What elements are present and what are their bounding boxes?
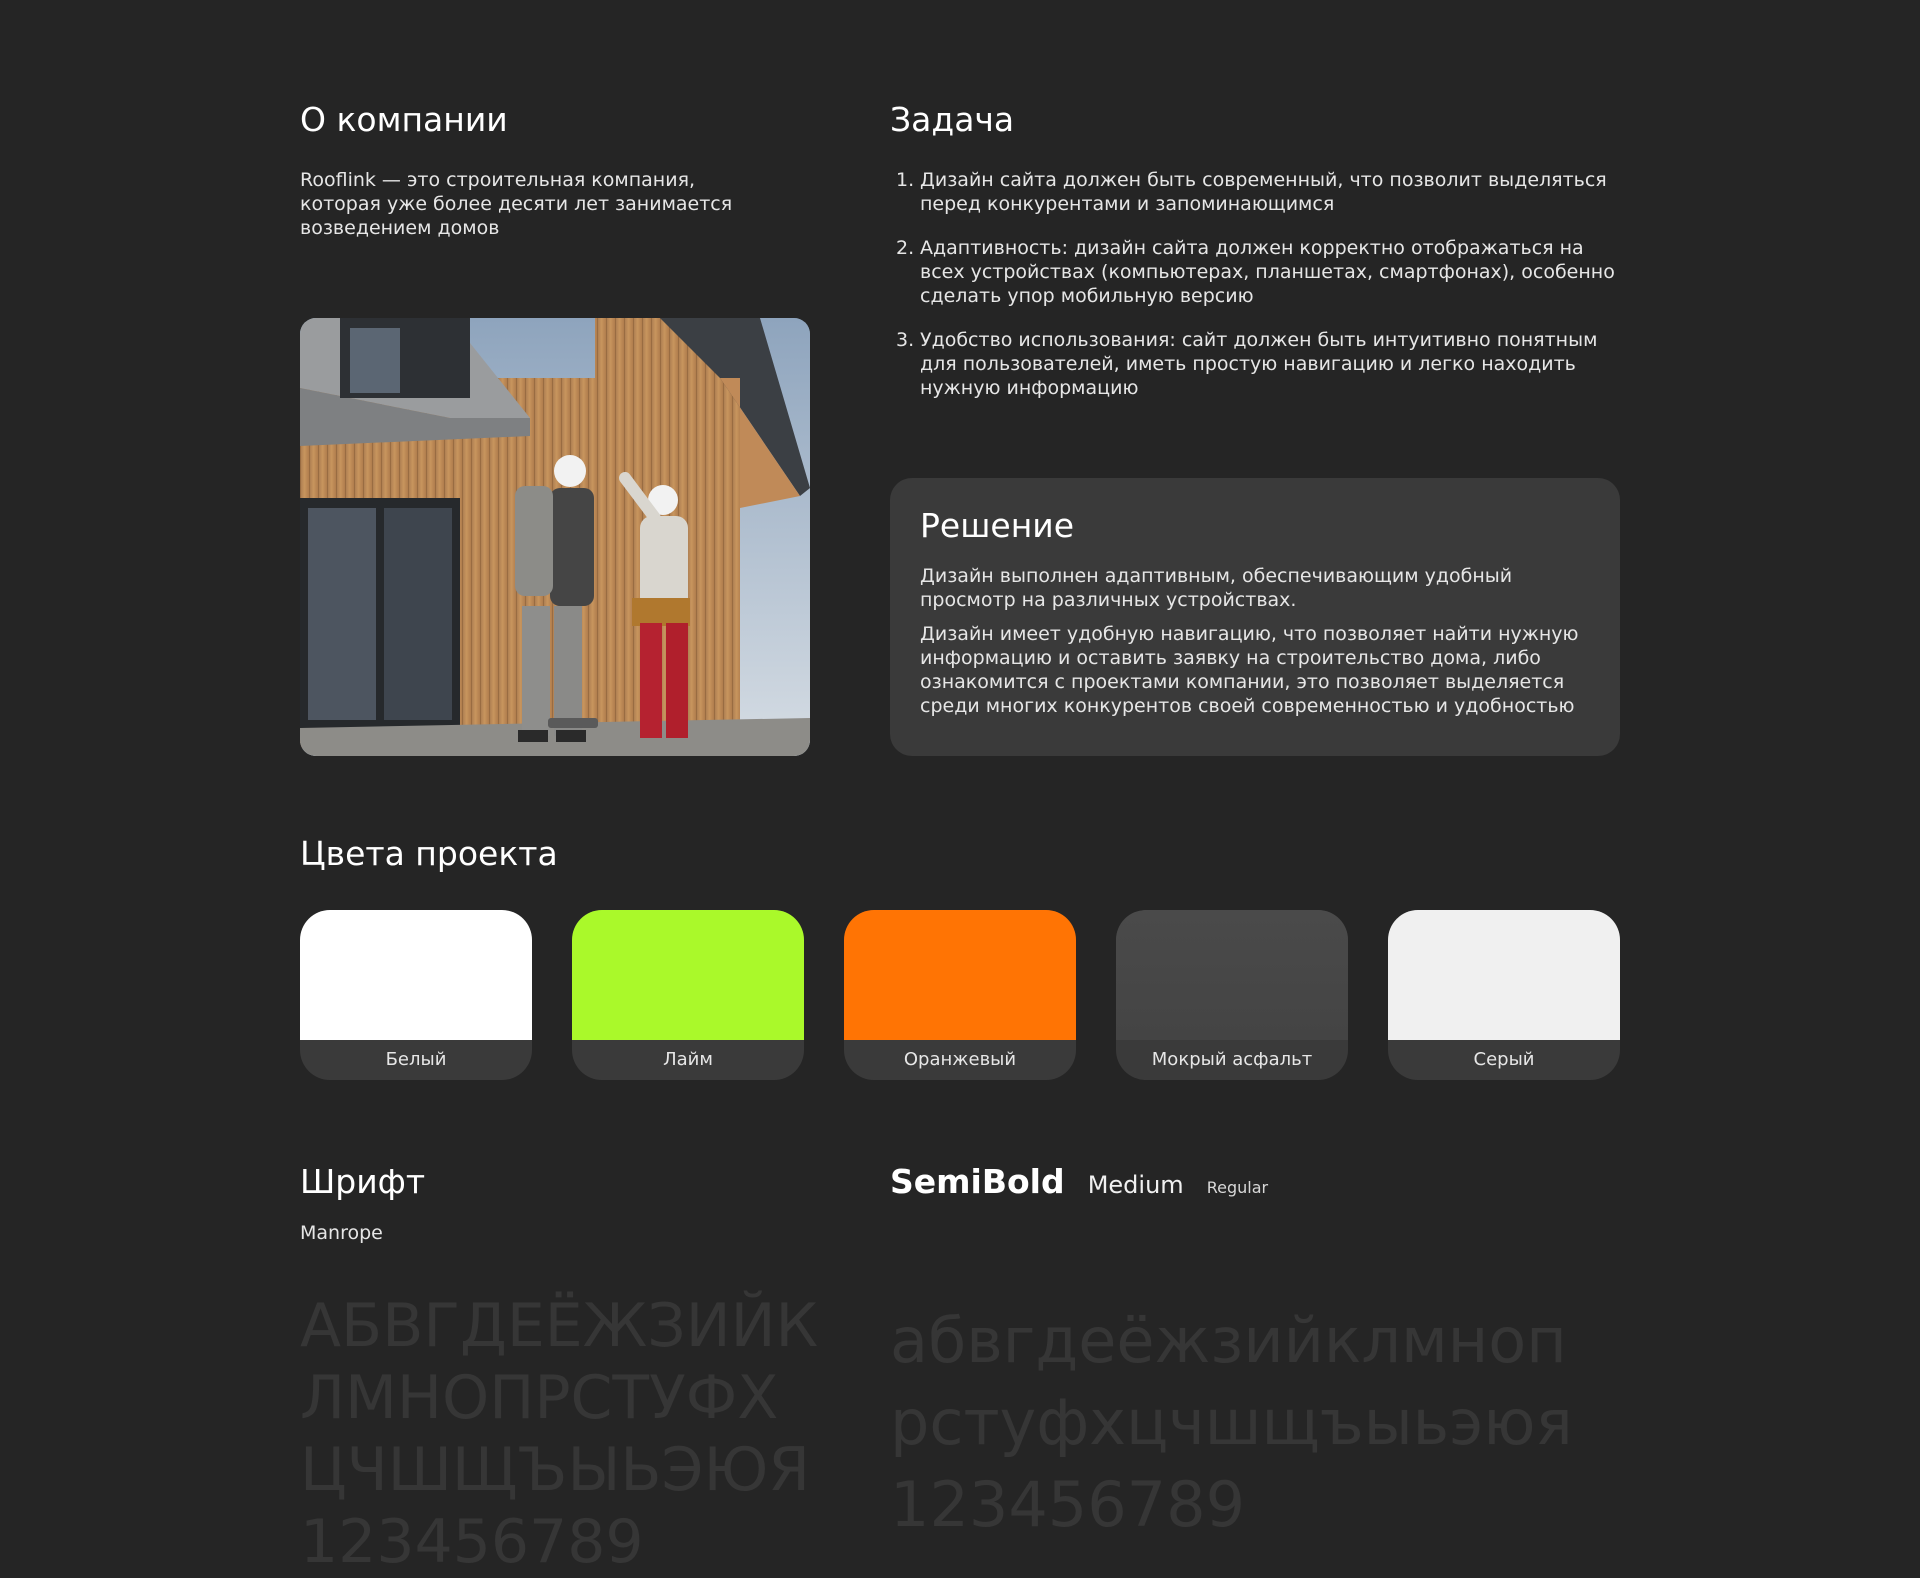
alphabet-line: ЦЧШЩЪЫЬЭЮЯ [300, 1435, 810, 1505]
solution-paragraph: Дизайн имеет удобную навигацию, что позволяет найти нужную информацию и оставить заявку на строительство дома, либо ознакомится с проектами компании, это позволяет выделяется среди многих конкурентов своей современностью и удобностью [920, 623, 1579, 717]
task-item-text: Удобство использования: сайт должен быть интуитивно понятным для пользователей, иметь простую навигацию и легко находить нужную информацию [920, 329, 1598, 399]
task-list [890, 168, 1630, 420]
color-swatch-orange [844, 910, 1076, 1080]
solution-card [890, 478, 1620, 756]
swatch-label: Серый [1473, 1049, 1535, 1070]
alphabet-line: ЛМНОПРСТУФХ [300, 1363, 779, 1433]
swatch-label: Белый [385, 1049, 447, 1070]
font-title: Шрифт [300, 1162, 426, 1201]
about-text: Rooflink — это строительная компания, которая уже более десяти лет занимается возведением домов [300, 169, 733, 239]
task-item-number: 1. [896, 169, 915, 191]
swatch-fill [1388, 910, 1620, 1040]
color-swatch-gray [1388, 910, 1620, 1080]
color-swatch-wet-asphalt [1116, 910, 1348, 1080]
weight-regular: Regular [1206, 1178, 1269, 1197]
swatch-fill [1116, 910, 1348, 1040]
color-swatch-white [300, 910, 532, 1080]
alphabet-line: 123456789 [300, 1507, 644, 1577]
swatch-label: Оранжевый [903, 1049, 1017, 1070]
solution-paragraph: Дизайн выполнен адаптивным, обеспечивающим удобный просмотр на различных устройствах. [920, 565, 1513, 611]
uppercase-alphabet [300, 1290, 818, 1578]
alphabet-line: АБВГДЕЁЖЗИЙК [300, 1291, 819, 1361]
alphabet-line: 123456789 [890, 1468, 1246, 1541]
font-name: Manrope [300, 1222, 383, 1244]
about-title: О компании [300, 100, 508, 139]
swatch-fill [844, 910, 1076, 1040]
colors-title: Цвета проекта [300, 834, 558, 873]
task-item [890, 168, 1630, 216]
weight-semibold: SemiBold [890, 1162, 1065, 1201]
alphabet-line: рстуфхцчшщъыьэюя [890, 1386, 1573, 1459]
task-item [890, 328, 1630, 400]
solution-title: Решение [920, 506, 1075, 545]
color-swatch-lime [572, 910, 804, 1080]
task-item [890, 236, 1630, 308]
task-item-number: 3. [896, 329, 915, 351]
font-weights [890, 1162, 1268, 1201]
task-item-text: Адаптивность: дизайн сайта должен корректно отображаться на всех устройствах (компьютерах, планшетах, смартфонах), особенно сделать упор мобильную версию [920, 237, 1615, 307]
swatch-fill [572, 910, 804, 1040]
task-item-number: 2. [896, 237, 915, 259]
swatch-label: Лайм [663, 1049, 713, 1070]
lowercase-alphabet [890, 1300, 1573, 1546]
construction-workers-photo [300, 318, 810, 756]
task-item-text: Дизайн сайта должен быть современный, что позволит выделяться перед конкурентами и запоминающимся [920, 169, 1607, 215]
swatch-fill [300, 910, 532, 1040]
swatch-label: Мокрый асфальт [1151, 1049, 1313, 1070]
weight-medium: Medium [1087, 1171, 1184, 1199]
alphabet-line: абвгдеёжзийклмноп [890, 1304, 1567, 1377]
task-title: Задача [890, 100, 1015, 139]
